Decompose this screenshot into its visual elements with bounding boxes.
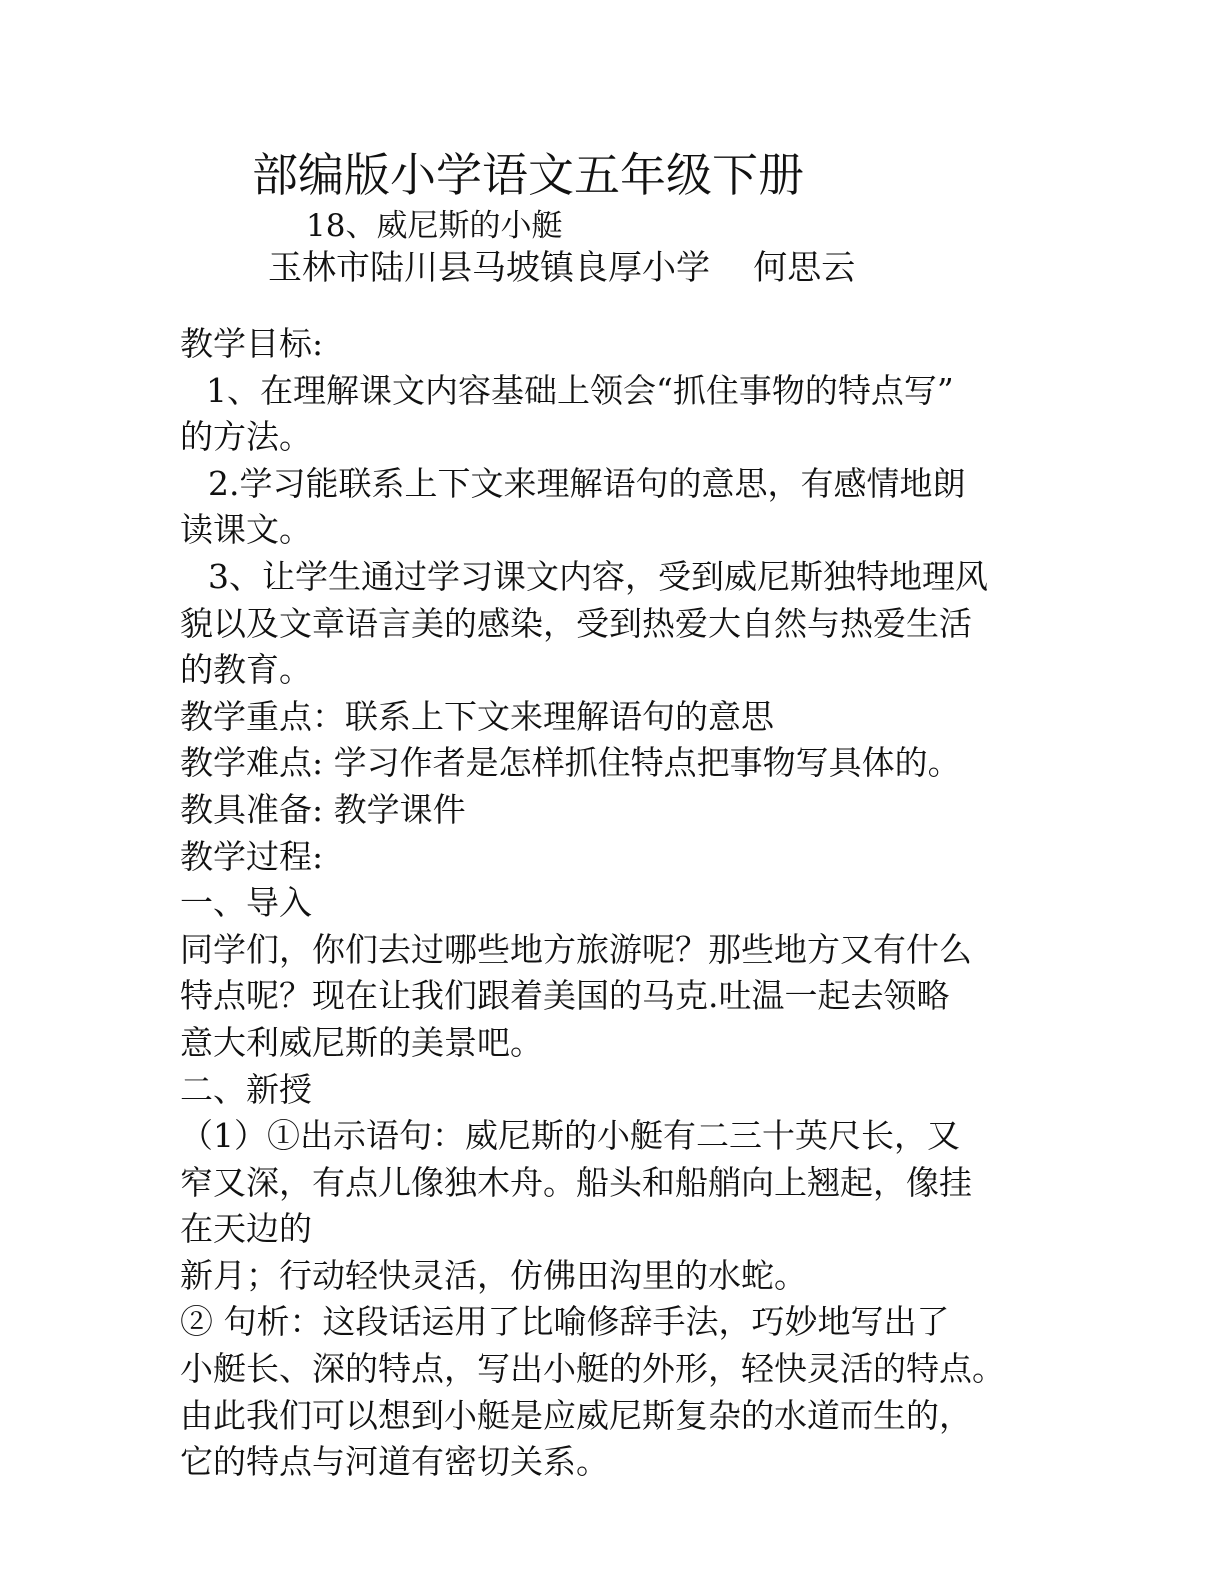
sentence-quote-line-4: 新月；行动轻快灵活，仿佛田沟里的水蛇。 xyxy=(180,1255,807,1295)
analysis-line-2: 小艇长、深的特点，写出小艇的外形，轻快灵活的特点。 xyxy=(180,1349,1005,1389)
objective-3-line-1: 3、让学生通过学习课文内容，受到威尼斯独特地理风 xyxy=(208,556,988,596)
section-heading-new-lesson: 二、新授 xyxy=(180,1069,312,1109)
sentence-quote-line-3: 在天边的 xyxy=(180,1209,312,1249)
difficult-points: 教学难点: 学习作者是怎样抓住特点把事物写具体的。 xyxy=(180,743,961,783)
objective-1-line-2: 的方法。 xyxy=(180,417,312,457)
objective-2-line-2: 读课文。 xyxy=(180,510,312,550)
analysis-line-1: ② 句析：这段话运用了比喻修辞手法，巧妙地写出了 xyxy=(180,1302,950,1342)
analysis-line-3: 由此我们可以想到小艇是应威尼斯复杂的水道而生的， xyxy=(180,1395,972,1435)
document-body xyxy=(180,321,1060,1486)
analysis-line-4: 它的特点与河道有密切关系。 xyxy=(180,1442,609,1482)
introduction-line-3: 意大利威尼斯的美景吧。 xyxy=(180,1022,543,1062)
sentence-quote-line-2: 窄又深，有点儿像独木舟。船头和船艄向上翘起，像挂 xyxy=(180,1162,972,1202)
lesson-title: 18、威尼斯的小艇 xyxy=(306,208,563,244)
introduction-line-1: 同学们，你们去过哪些地方旅游呢？那些地方又有什么 xyxy=(180,929,972,969)
document-title: 部编版小学语文五年级下册 xyxy=(252,148,804,202)
sentence-quote-line-1: （1）①出示语句：威尼斯的小艇有二三十英尺长，又 xyxy=(180,1116,960,1156)
key-points: 教学重点：联系上下文来理解语句的意思 xyxy=(180,696,774,736)
objective-3-line-3: 的教育。 xyxy=(180,650,312,690)
objective-1-line-1: 1、在理解课文内容基础上领会“抓住事物的特点写” xyxy=(206,370,954,410)
section-heading-process: 教学过程: xyxy=(180,836,324,876)
introduction-line-2: 特点呢？现在让我们跟着美国的马克.吐温一起去领略 xyxy=(180,976,950,1016)
author-line: 玉林市陆川县马坡镇良厚小学 何思云 xyxy=(268,248,856,288)
section-heading-introduction: 一、导入 xyxy=(180,883,312,923)
teaching-materials: 教具准备: 教学课件 xyxy=(180,789,466,829)
objective-3-line-2: 貌以及文章语言美的感染，受到热爱大自然与热爱生活 xyxy=(180,603,972,643)
section-heading-objectives: 教学目标: xyxy=(180,324,324,363)
objective-2-line-1: 2.学习能联系上下文来理解语句的意思，有感情地朗 xyxy=(208,463,966,503)
